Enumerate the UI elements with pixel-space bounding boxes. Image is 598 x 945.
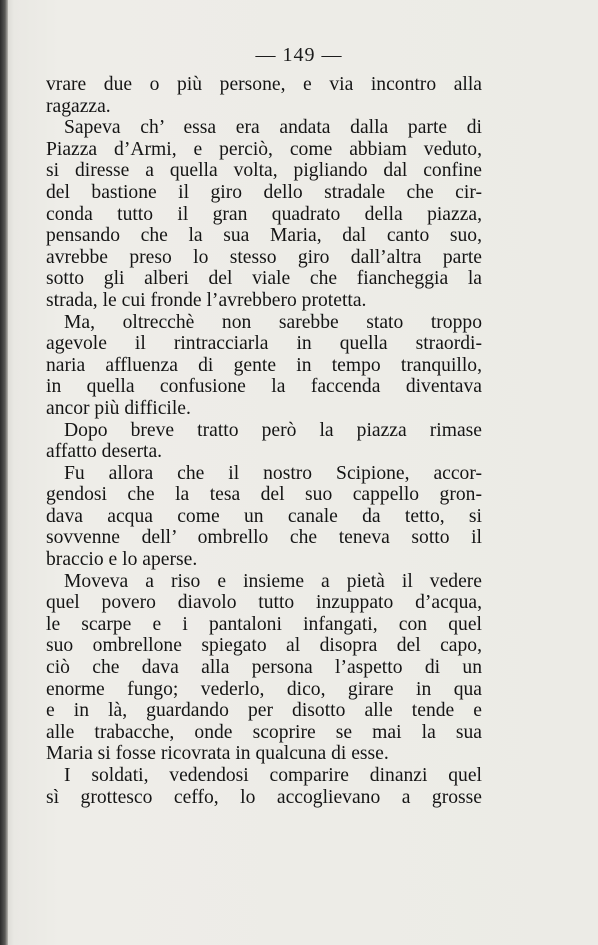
text-line: si diresse a quella volta, pigliando dal confine — [46, 160, 482, 182]
text-line: Maria si fosse ricovrata in qualcuna di esse. — [46, 743, 389, 765]
text-line: ragazza. — [46, 95, 111, 117]
text-line: Fu allora che il nostro Scipione, accor- — [64, 462, 482, 484]
text-line: e in là, guardando per disotto alle tende e — [46, 700, 482, 722]
text-line: alle trabacche, onde scoprire se mai la sua — [46, 721, 482, 743]
text-line: enorme fungo; vederlo, dico, girare in qua — [46, 678, 482, 700]
text-line: conda tutto il gran quadrato della piazza, — [46, 203, 482, 225]
body-text — [46, 74, 482, 808]
text-line: Sapeva ch’ essa era andata dalla parte di — [64, 117, 482, 139]
text-line: naria affluenza di gente in tempo tranquillo, — [46, 354, 482, 376]
text-line: ancor più difficile. — [46, 397, 191, 419]
text-line: I soldati, vedendosi comparire dinanzi quel — [64, 765, 482, 786]
text-line: quel povero diavolo tutto inzuppato d’acqua, — [46, 592, 482, 614]
text-line: dava acqua come un canale da tetto, si — [46, 505, 482, 527]
text-line: le scarpe e i pantaloni infangati, con quel — [46, 613, 482, 635]
text-line: Moveva a riso e insieme a pietà il vedere — [64, 570, 482, 592]
text-line: vrare due o più persone, e via incontro alla — [46, 74, 482, 95]
text-line: Dopo breve tratto però la piazza rimase — [64, 419, 482, 441]
text-line: Piazza d’Armi, e perciò, come abbiam veduto, — [46, 138, 482, 160]
text-line: Ma, oltrecchè non sarebbe stato troppo — [64, 311, 482, 333]
text-line: gendosi che la tesa del suo cappello gron- — [46, 484, 482, 506]
text-line: braccio e lo aperse. — [46, 549, 198, 571]
text-line: avrebbe preso lo stesso giro dall’altra parte — [46, 246, 482, 268]
text-line: in quella confusione la faccenda diventava — [46, 376, 482, 398]
book-spine-shadow — [0, 0, 8, 945]
text-line: del bastione il giro dello stradale che cir- — [46, 181, 482, 203]
page-number: — 149 — — [255, 44, 343, 66]
text-line: sotto gli alberi del viale che fiancheggia la — [46, 268, 482, 290]
text-line: ciò che dava alla persona l’aspetto di un — [46, 657, 482, 679]
text-line: strada, le cui fronde l’avrebbero protetta. — [46, 289, 367, 311]
text-line: sovvenne dell’ ombrello che teneva sotto il — [46, 527, 482, 549]
text-line: affatto deserta. — [46, 441, 163, 463]
text-line: agevole il rintracciarla in quella straordi- — [46, 333, 482, 355]
text-line: suo ombrellone spiegato al disopra del capo, — [46, 635, 482, 657]
text-line: pensando che la sua Maria, dal canto suo, — [46, 225, 482, 247]
text-line: sì grottesco ceffo, lo accoglievano a grosse — [46, 786, 482, 808]
